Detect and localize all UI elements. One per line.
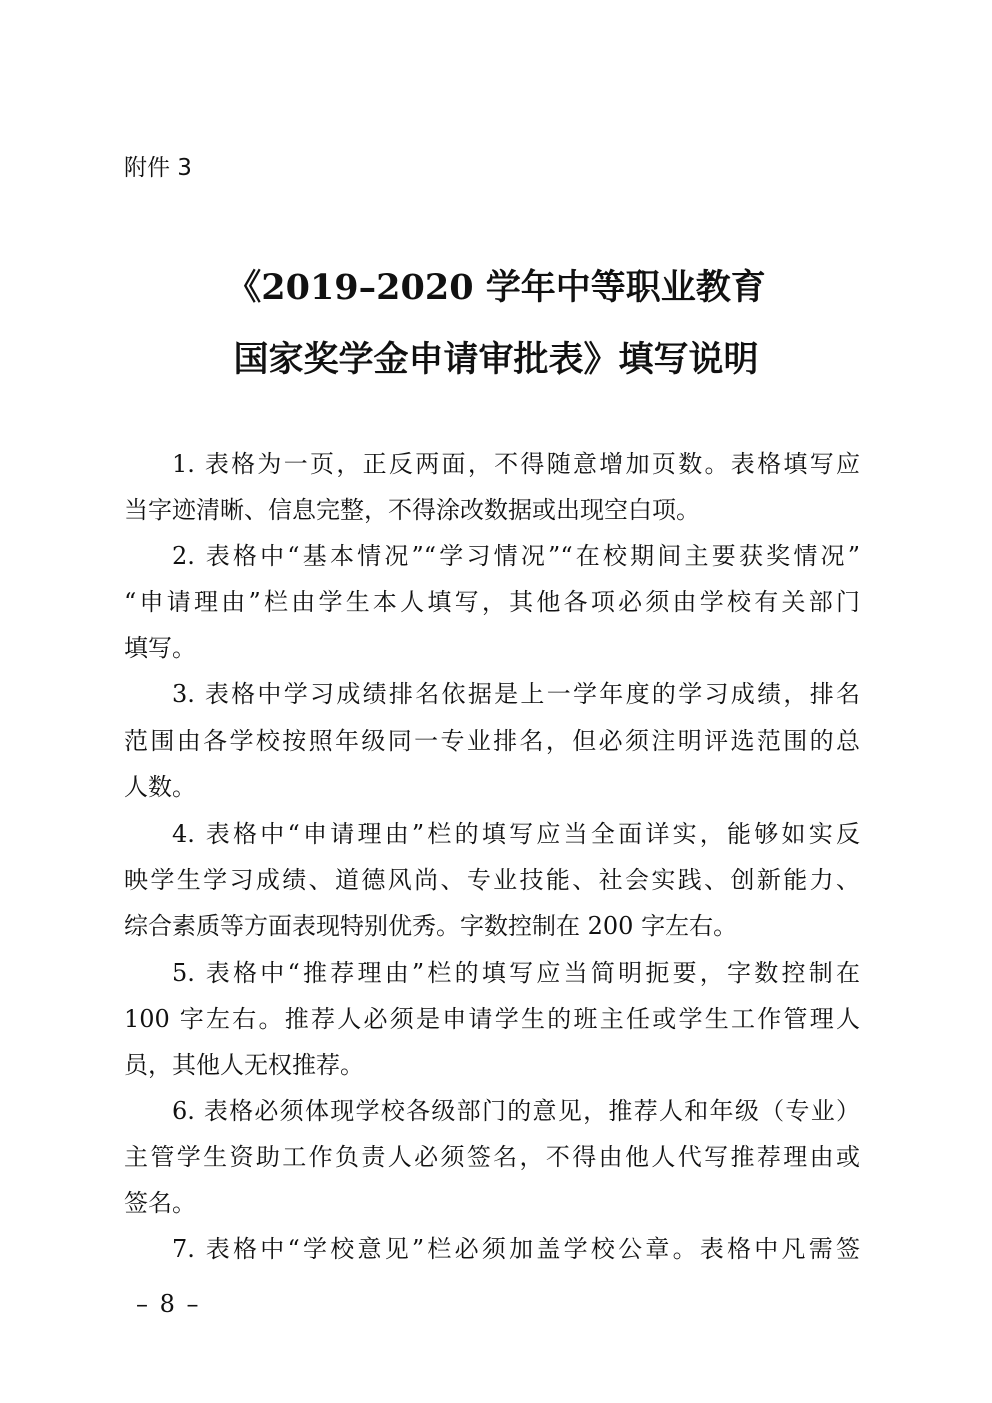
paragraph-2-line-1: 2. 表格中“基本情况”“学习情况”“在校期间主要获奖情况”: [172, 542, 860, 570]
paragraph-6-line-1: 6. 表格必须体现学校各级部门的意见，推荐人和年级（专业）: [172, 1097, 860, 1125]
paragraph-4-line-2: 映学生学习成绩、道德风尚、专业技能、社会实践、创新能力、: [124, 866, 860, 894]
page-number: – 8 –: [136, 1290, 201, 1318]
document-title-line-2: 国家奖学金申请审批表》填写说明: [233, 339, 759, 380]
paragraph-1-line-1: 1. 表格为一页，正反两面，不得随意增加页数。表格填写应: [172, 450, 860, 478]
paragraph-6-line-2: 主管学生资助工作负责人必须签名，不得由他人代写推荐理由或: [124, 1143, 860, 1171]
document-title-line-1: 《2019–2020 学年中等职业教育: [226, 267, 766, 308]
paragraph-6-line-3: 签名。: [124, 1189, 196, 1217]
paragraph-7-line-1: 7. 表格中“学校意见”栏必须加盖学校公章。表格中凡需签: [172, 1235, 860, 1263]
paragraph-5-line-1: 5. 表格中“推荐理由”栏的填写应当简明扼要，字数控制在: [172, 959, 860, 987]
paragraph-3-line-3: 人数。: [124, 773, 196, 801]
paragraph-4-line-1: 4. 表格中“申请理由”栏的填写应当全面详实，能够如实反: [172, 820, 860, 848]
paragraph-4-line-3: 综合素质等方面表现特别优秀。字数控制在 200 字左右。: [124, 912, 738, 940]
paragraph-5-line-2: 100 字左右。推荐人必须是申请学生的班主任或学生工作管理人: [124, 1005, 860, 1033]
paragraph-1-line-2: 当字迹清晰、信息完整，不得涂改数据或出现空白项。: [124, 496, 700, 524]
attachment-label: 附件 3: [124, 155, 192, 181]
paragraph-2-line-2: “申请理由”栏由学生本人填写，其他各项必须由学校有关部门: [124, 588, 860, 616]
paragraph-3-line-1: 3. 表格中学习成绩排名依据是上一学年度的学习成绩，排名: [172, 680, 860, 708]
paragraph-3-line-2: 范围由各学校按照年级同一专业排名，但必须注明评选范围的总: [124, 727, 860, 755]
paragraph-2-line-3: 填写。: [124, 634, 196, 662]
paragraph-5-line-3: 员，其他人无权推荐。: [124, 1051, 364, 1079]
